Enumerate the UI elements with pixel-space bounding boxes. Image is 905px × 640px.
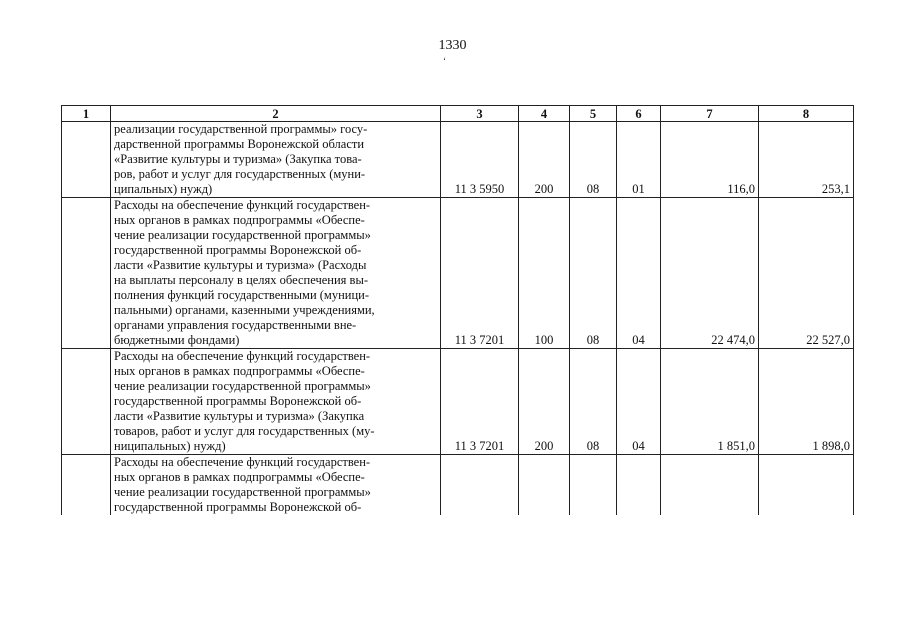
row-amount-col7: 116,0 [661, 122, 759, 198]
row-amount-col8: 1 898,0 [759, 349, 854, 455]
row-expense-type: 200 [519, 122, 570, 198]
row-description: Расходы на обеспечение функций государствен- ных органов в рамках подпрограммы «Обеспе- чение реализации государственной программы» государственной программы Воронежской об- ласти «Развитие культуры и туризма» (Закупка товаров, работ и услуг для государственных (му- ниципальных) нужд) [111, 349, 441, 455]
row-description: Расходы на обеспечение функций государствен- ных органов в рамках подпрограммы «Обеспе- чение реализации государственной программы» государственной программы Воронежской об- ласти «Развитие культуры и туризма» (Расходы на выплаты персоналу в целях обеспечения вы- полнения функций государственными (муници- пальными) органами, казенными учреждениями, органами управления государственными вне- бюджетными фондами) [111, 198, 441, 349]
row-number-cell [62, 455, 111, 516]
table-row [62, 198, 854, 349]
table-header-row [62, 106, 854, 122]
header-col-4: 4 [519, 106, 570, 122]
row-amount-col8: 253,1 [759, 122, 854, 198]
table-row [62, 122, 854, 198]
row-target-code: 11 3 5950 [441, 122, 519, 198]
row-subsection: 04 [617, 198, 661, 349]
header-col-8: 8 [759, 106, 854, 122]
page-mark: ‘ [443, 56, 446, 66]
header-col-2: 2 [111, 106, 441, 122]
row-expense-type [519, 455, 570, 516]
row-description: реализации государственной программы» госу- дарственной программы Воронежской области «Развитие культуры и туризма» (Закупка това- ров, работ и услуг для государственных (муни- ципальных) нужд) [111, 122, 441, 198]
row-expense-type: 100 [519, 198, 570, 349]
page-number: 1330 [438, 38, 467, 53]
header-col-7: 7 [661, 106, 759, 122]
header-col-1: 1 [62, 106, 111, 122]
budget-table [61, 105, 854, 515]
row-section: 08 [570, 122, 617, 198]
row-expense-type: 200 [519, 349, 570, 455]
row-target-code: 11 3 7201 [441, 198, 519, 349]
header-col-3: 3 [441, 106, 519, 122]
row-amount-col7 [661, 455, 759, 516]
header-col-6: 6 [617, 106, 661, 122]
row-number-cell [62, 198, 111, 349]
row-section: 08 [570, 198, 617, 349]
row-amount-col8 [759, 455, 854, 516]
row-amount-col7: 22 474,0 [661, 198, 759, 349]
row-subsection [617, 455, 661, 516]
row-description: Расходы на обеспечение функций государствен- ных органов в рамках подпрограммы «Обеспе- чение реализации государственной программы» государственной программы Воронежской об- [111, 455, 441, 516]
row-amount-col8: 22 527,0 [759, 198, 854, 349]
row-target-code: 11 3 7201 [441, 349, 519, 455]
row-section [570, 455, 617, 516]
header-col-5: 5 [570, 106, 617, 122]
row-subsection: 01 [617, 122, 661, 198]
table-row [62, 349, 854, 455]
row-number-cell [62, 349, 111, 455]
row-section: 08 [570, 349, 617, 455]
row-target-code [441, 455, 519, 516]
row-number-cell [62, 122, 111, 198]
row-subsection: 04 [617, 349, 661, 455]
row-amount-col7: 1 851,0 [661, 349, 759, 455]
table-row [62, 455, 854, 516]
